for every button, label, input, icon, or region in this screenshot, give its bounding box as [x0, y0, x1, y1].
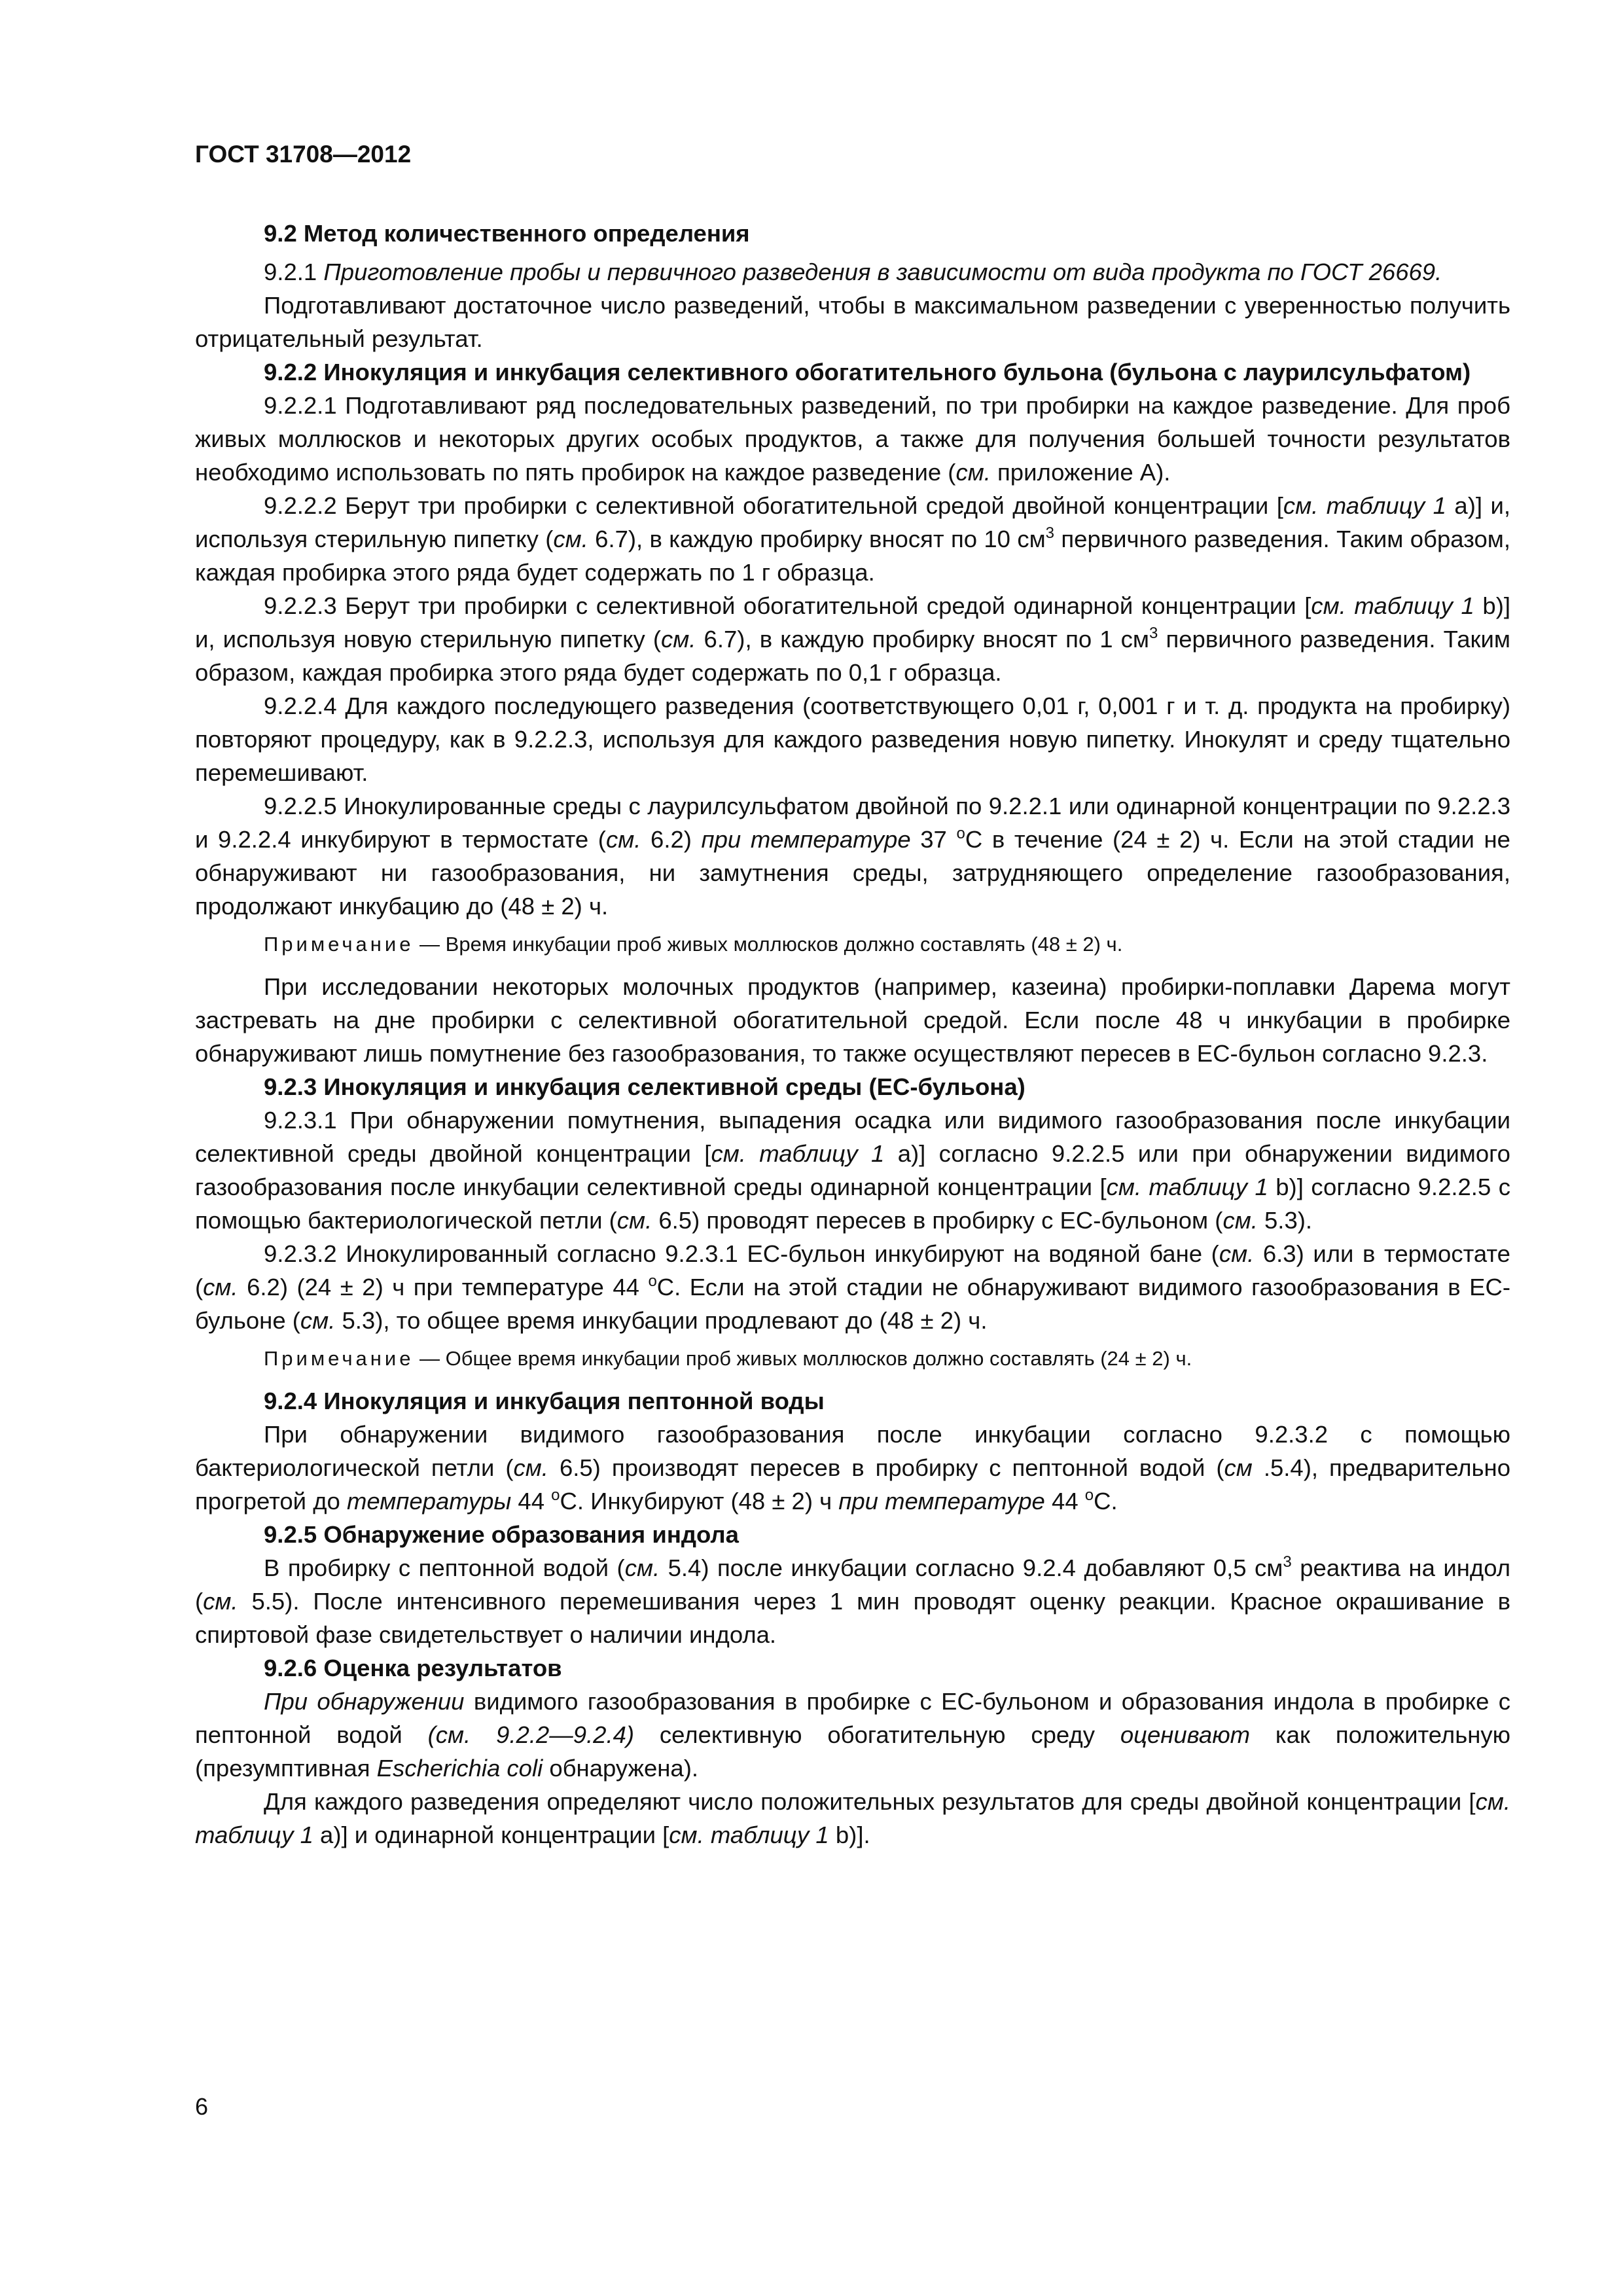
note-1: Примечание — Время инкубации проб живых моллюсков должно составлять (48 ± 2) ч. — [264, 933, 1123, 956]
section-heading-9-2-2: 9.2.2 Инокуляция и инкубация селективного обогатительного бульона (бульона с лаурилсульфатом) — [264, 359, 1471, 386]
section-heading-9-2-5: 9.2.5 Обнаружение образования индола — [264, 1521, 739, 1548]
paragraph-positive-count: Для каждого разведения определяют число положительных результатов для среды двойной концентрации [см. таблицу 1 а)] и одинарной концентрации [см. таблицу 1 b)]. — [195, 1788, 1510, 1848]
paragraph-9-2-2-1: 9.2.2.1 Подготавливают ряд последовательных разведений, по три пробирки на каждое разведение. Для проб живых моллюсков и некоторых других особых продуктов, а также для получения большей точности результатов необходимо использовать по пять пробирок на каждое разведение (см. приложение А). — [195, 392, 1510, 486]
paragraph-evaluation: При обнаружении видимого газообразования в пробирке с ЕС-бульоном и образования индола в пробирке с пептонной водой (см. 9.2.2—9.2.4) селективную обогатительную среду оценивают как положительную (презумптивная Escherichia coli обнаружена). — [195, 1688, 1511, 1782]
section-heading-9-2: 9.2 Метод количественного определения — [264, 220, 750, 247]
section-heading-9-2-6: 9.2.6 Оценка результатов — [264, 1655, 562, 1681]
document-header: ГОСТ 31708—2012 — [195, 141, 412, 168]
page-number: 6 — [195, 2093, 209, 2120]
paragraph-9-2-1: 9.2.1 Приготовление пробы и первичного разведения в зависимости от вида продукта по ГОСТ 26669. — [264, 259, 1442, 285]
paragraph-9-2-2-4: 9.2.2.4 Для каждого последующего разведения (соответствующего 0,01 г, 0,001 г и т. д. продукта на пробирку) повторяют процедуру, как в 9.2.2.3, используя для каждого разведения новую пипетку. Инокулят и среду тщательно перемешивают. — [195, 692, 1510, 786]
paragraph-9-2-3-1: 9.2.3.1 При обнаружении помутнения, выпадения осадка или видимого газообразования после инкубации селективной среды двойной концентрации [см. таблицу 1 а)] согласно 9.2.2.5 или при обнаружении видимого газообразования после инкубации селективной среды одинарной концентрации [см. таблицу 1 b)] согласно 9.2.2.5 с помощью бактериологической петли (см. 6.5) проводят пересев в пробирку с ЕС-бульоном (см. 5.3). — [195, 1107, 1510, 1234]
paragraph-durham-tubes: При исследовании некоторых молочных продуктов (например, казеина) пробирки-поплавки Дарема могут застревать на дне пробирки с селективной обогатительной средой. Если после 48 ч инкубации в пробирке обнаруживают лишь помутнение без газообразования, то также осуществляют пересев в ЕС-бульон согласно 9.2.3. — [195, 973, 1510, 1067]
paragraph-peptone-water: При обнаружении видимого газообразования после инкубации согласно 9.2.3.2 с помощью бактериологической петли (см. 6.5) производят пересев в пробирку с пептонной водой (см .5.4), предварительно прогретой до температуры 44 $^о$С. Инкубируют (48 ± 2) ч при температуре 44 $^о$С. — [195, 1421, 1511, 1515]
paragraph-9-2-2-5: 9.2.2.5 Инокулированные среды с лаурилсульфатом двойной по 9.2.2.1 или одинарной концентрации по 9.2.2.3 и 9.2.2.4 инкубируют в термостате (см. 6.2) при температуре 37 $^о$С в течение (24 ± 2) ч. Если на этой стадии не обнаруживают ни газообразования, ни замутнения среды, затрудняющего определение газообразования, продолжают инкубацию до (48 ± 2) ч. — [195, 793, 1510, 920]
section-heading-9-2-3: 9.2.3 Инокуляция и инкубация селективной среды (ЕС-бульона) — [264, 1073, 1026, 1100]
document-page — [195, 137, 1510, 1852]
paragraph-dilutions: Подготавливают достаточное число разведений, чтобы в максимальном разведении с уверенностью получить отрицательный результат. — [195, 292, 1510, 352]
note-2: Примечание — Общее время инкубации проб живых моллюсков должно составлять (24 ± 2) ч. — [264, 1347, 1192, 1370]
paragraph-9-2-3-2: 9.2.3.2 Инокулированный согласно 9.2.3.1 ЕС-бульон инкубируют на водяной бане (см. 6.3) или в термостате (см. 6.2) (24 ± 2) ч при температуре 44 $^о$С. Если на этой стадии не обнаруживают видимого газообразования в ЕС-бульоне (см. 5.3), то общее время инкубации продлевают до (48 ± 2) ч. — [195, 1240, 1510, 1334]
section-heading-9-2-4: 9.2.4 Инокуляция и инкубация пептонной воды — [264, 1388, 825, 1414]
paragraph-indole: В пробирку с пептонной водой (см. 5.4) после инкубации согласно 9.2.4 добавляют 0,5 $см^3$ реактива на индол (см. 5.5). После интенсивного перемешивания через 1 мин проводят оценку реакции. Красное окрашивание в спиртовой фазе свидетельствует о наличии индола. — [195, 1553, 1510, 1648]
paragraph-9-2-2-2: 9.2.2.2 Берут три пробирки с селективной обогатительной средой двойной концентрации [см. таблицу 1 а)] и, используя стерильную пипетку (см. 6.7), в каждую пробирку вносят по 10 $см^3$ первичного разведения. Таким образом, каждая пробирка этого ряда будет содержать по 1 г образца. — [195, 492, 1511, 586]
paragraph-9-2-2-3: 9.2.2.3 Берут три пробирки с селективной обогатительной средой одинарной концентрации [см. таблицу 1 b)] и, используя новую стерильную пипетку (см. 6.7), в каждую пробирку вносят по 1 $см^3$ первичного разведения. Таким образом, каждая пробирка этого ряда будет содержать по 0,1 г образца. — [195, 592, 1510, 686]
